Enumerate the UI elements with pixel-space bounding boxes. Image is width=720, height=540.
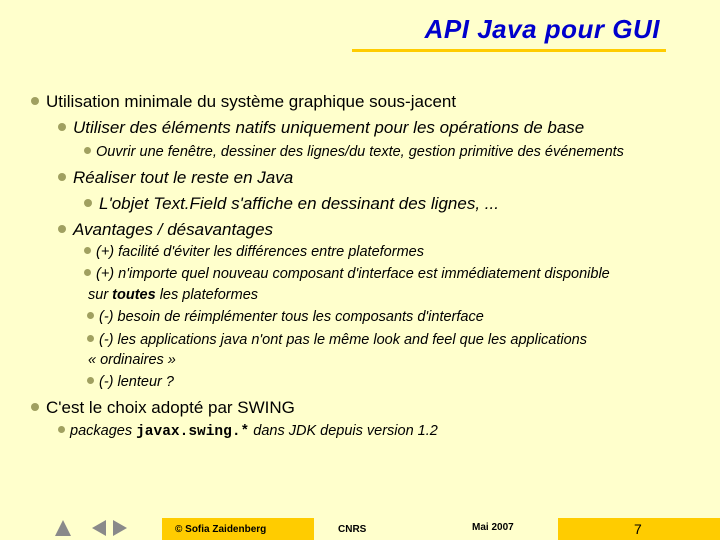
page-number: 7 [634,521,642,537]
bullet-continuation [88,287,258,303]
text-fragment: dans JDK depuis version 1.2 [249,423,438,439]
footer [0,518,720,540]
next-icon[interactable] [113,520,127,536]
home-icon[interactable] [55,520,71,536]
bullet-icon [87,335,94,342]
bullet-line [87,309,484,325]
bullet-text: Utiliser des éléments natifs uniquement pour les opérations de base [73,118,585,137]
bullet-icon [58,225,66,233]
bullet-text: (-) lenteur ? [99,374,174,390]
bullet-icon [87,377,94,384]
footer-date: Mai 2007 [472,522,514,533]
bullet-icon [87,312,94,319]
text-fragment: packages [70,423,137,439]
text-fragment: sur [88,287,113,303]
bullet-text: Utilisation minimale du système graphique sous-jacent [46,92,457,111]
bullet-line [58,168,293,188]
bullet-text: Avantages / désavantages [73,220,274,239]
bullet-continuation: « ordinaires » [88,352,176,368]
slide-title: API Java pour GUI [424,14,660,44]
bullet-line [58,220,273,240]
code-text: javax.swing.* [136,424,250,440]
bullet-line [87,374,174,390]
text-fragment: les plateformes [155,287,259,303]
bullet-icon [84,147,91,154]
footer-org: CNRS [338,524,367,535]
bullet-line [84,144,624,160]
bullet-icon [84,269,91,276]
bullet-text: (+) facilité d'éviter les différences entre plateformes [96,244,424,260]
bullet-icon [84,199,92,207]
bullet-icon [84,247,91,254]
bullet-text: L'objet Text.Field s'affiche en dessinant des lignes, ... [99,194,499,213]
bullet-icon [31,97,39,105]
bullet-line [87,332,587,348]
bullet-text: (-) les applications java n'ont pas le même look and feel que les applications [99,332,587,348]
bullet-text: Réaliser tout le reste en Java [73,168,294,187]
bullet-text: C'est le choix adopté par SWING [46,398,295,417]
bullet-line [58,423,438,440]
bullet-icon [31,403,39,411]
text-emphasis: toutes [112,287,156,303]
bullet-icon [58,426,65,433]
bullet-text: Ouvrir une fenêtre, dessiner des lignes/du texte, gestion primitive des événements [96,144,624,160]
title-underline [352,49,666,52]
footer-author: © Sofia Zaidenberg [175,524,267,535]
bullet-line [31,398,295,418]
bullet-line [58,118,584,138]
bullet-icon [58,173,66,181]
bullet-icon [58,123,66,131]
bullet-line [84,266,610,282]
previous-icon[interactable] [92,520,106,536]
bullet-text: (+) n'importe quel nouveau composant d'interface est immédiatement disponible [96,266,610,282]
bullet-line [84,194,499,214]
bullet-line [84,244,424,260]
bullet-text: (-) besoin de réimplémenter tous les composants d'interface [99,309,484,325]
bullet-line [31,92,456,112]
